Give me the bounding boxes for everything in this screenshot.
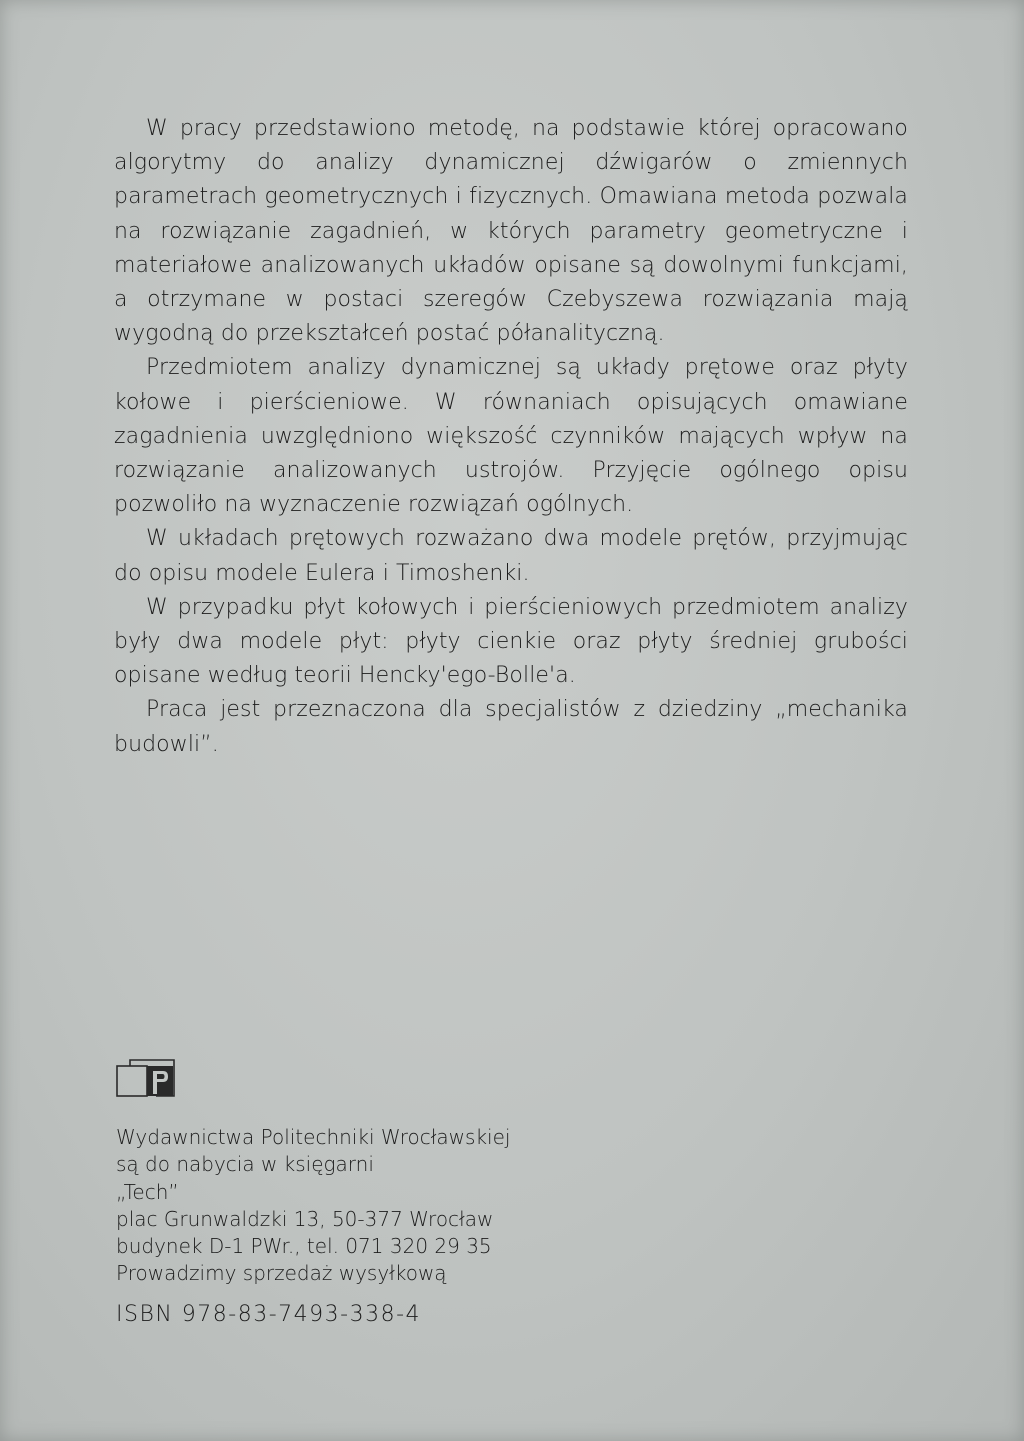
publisher-line-5: budynek D-1 PWr., tel. 071 320 29 35 — [116, 1234, 492, 1259]
isbn-number: ISBN 978-83-7493-338-4 — [116, 1302, 422, 1327]
publisher-line-4: plac Grunwaldzki 13, 50-377 Wrocław — [116, 1206, 494, 1231]
publisher-line-6: Prowadzimy sprzedaż wysyłkową — [116, 1261, 447, 1286]
publisher-line-1: Wydawnictwa Politechniki Wrocławskiej — [116, 1125, 511, 1149]
publisher-logo-icon — [116, 1058, 176, 1098]
publisher-info — [116, 1124, 636, 1288]
description-paragraph-3: W układach prętowych rozważano dwa modele prętów, przyjmując do opisu modele Eulera i Timoshenki. — [114, 526, 908, 586]
description-paragraph-2: Przedmiotem analizy dynamicznej są układy prętowe oraz płyty kołowe i pierścieniowe. W równaniach opisujących omawiane zagadnienia uwzględniono większość czynników mających wpływ na rozwiązanie analizowanych ustrojów. Przyjęcie ogólnego opisu pozwoliło na wyznaczenie rozwiązań ogólnych. — [114, 355, 908, 518]
description-paragraph-4: W przypadku płyt kołowych i pierścieniowych przedmiotem analizy były dwa modele płyt: płyty cienkie oraz płyty średniej grubości opisane według teorii Hencky'ego-Bolle'a. — [114, 594, 908, 689]
description-paragraph-5: Praca jest przeznaczona dla specjalistów z dziedziny „mechanika budowli”. — [114, 697, 908, 757]
publisher-line-3: „Tech” — [116, 1179, 179, 1204]
publisher-line-2: są do nabycia w księgarni — [116, 1152, 374, 1177]
description-paragraph-1: W pracy przedstawiono metodę, na podstawie której opracowano algorytmy do analizy dynamicznej dźwigarów o zmiennych parametrach geometrycznych i fizycznych. Omawiana metoda pozwala na rozwiązanie zagadnień, w których parametry geometryczne i materiałowe analizowanych układów opisane są dowolnymi funkcjami, a otrzymane w postaci szeregów Czebyszewa rozwiązania mają wygodną do przekształceń postać półanalityczną. — [114, 116, 908, 347]
book-description — [114, 112, 908, 762]
